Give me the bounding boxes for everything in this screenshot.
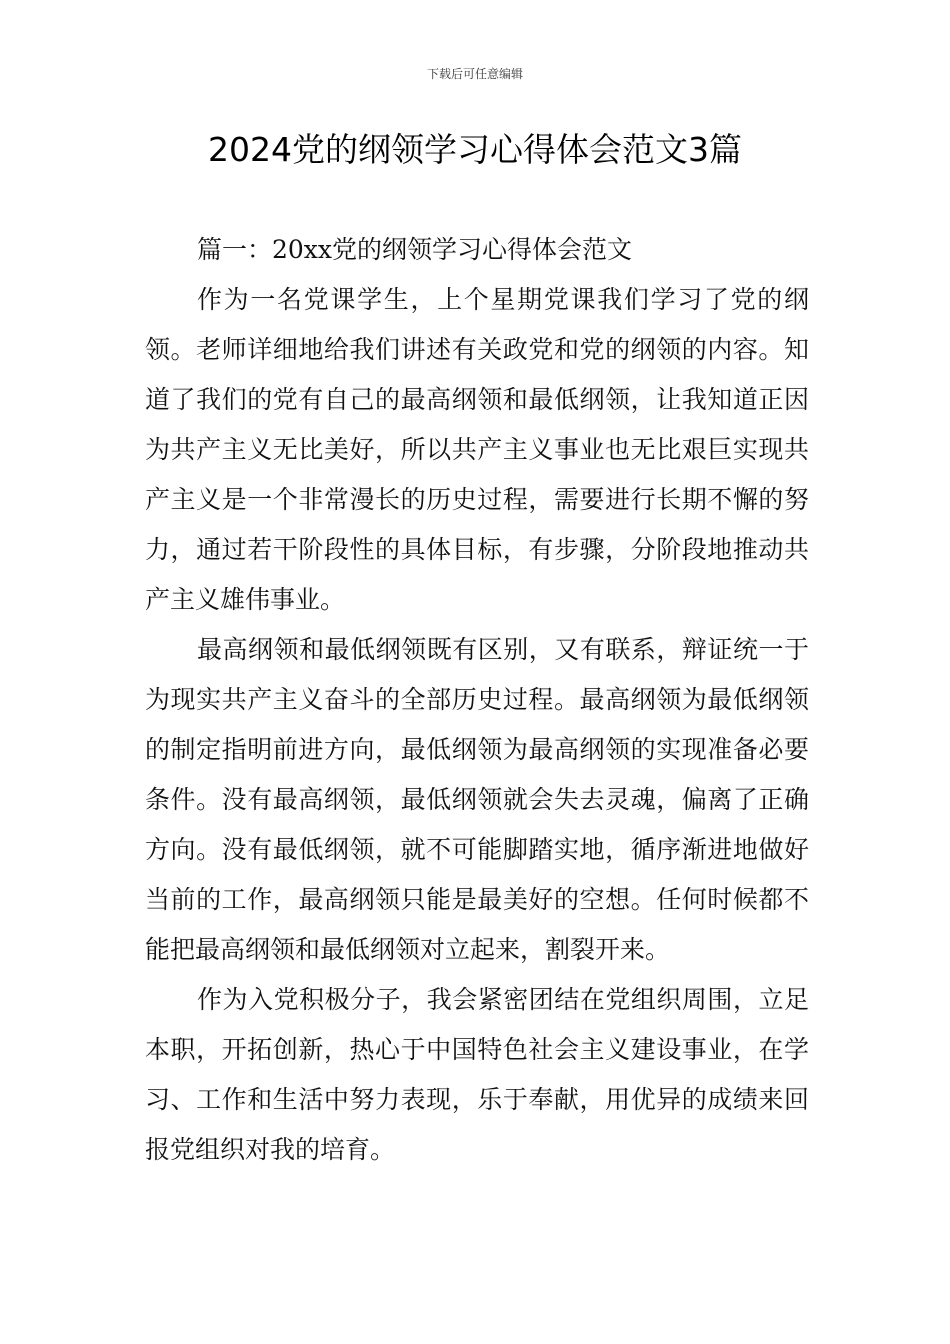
header-note: 下载后可任意编辑 bbox=[426, 67, 523, 81]
paragraph-3: 作为入党积极分子，我会紧密团结在党组织周围，立足本职，开拓创新，热心于中国特色社会主义建设事业，在学习、工作和生活中努力表现，乐于奉献，用优异的成绩来回报党组织对我的培育。 bbox=[145, 985, 809, 1164]
paragraph-2: 最高纲领和最低纲领既有区别，又有联系，辩证统一于为现实共产主义奋斗的全部历史过程。最高纲领为最低纲领的制定指明前进方向，最低纲领为最高纲领的实现准备必要条件。没有最高纲领，最低纲领就会失去灵魂，偏离了正确方向。没有最低纲领，就不可能脚踏实地，循序渐进地做好当前的工作，最高纲领只能是最美好的空想。任何时候都不能把最高纲领和最低纲领对立起来，割裂开来。 bbox=[145, 635, 809, 964]
document-title: 2024党的纲领学习心得体会范文3篇 bbox=[208, 130, 742, 169]
paragraph-1: 作为一名党课学生，上个星期党课我们学习了党的纲领。老师详细地给我们讲述有关政党和党的纲领的内容。知道了我们的党有自己的最高纲领和最低纲领，让我知道正因为共产主义无比美好，所以共产主义事业也无比艰巨实现共产主义是一个非常漫长的历史过程，需要进行长期不懈的努力，通过若干阶段性的具体目标，有步骤，分阶段地推动共产主义雄伟事业。 bbox=[145, 285, 809, 614]
section-heading: 篇一：20xx党的纲领学习心得体会范文 bbox=[197, 235, 633, 264]
document-body bbox=[145, 225, 809, 1175]
